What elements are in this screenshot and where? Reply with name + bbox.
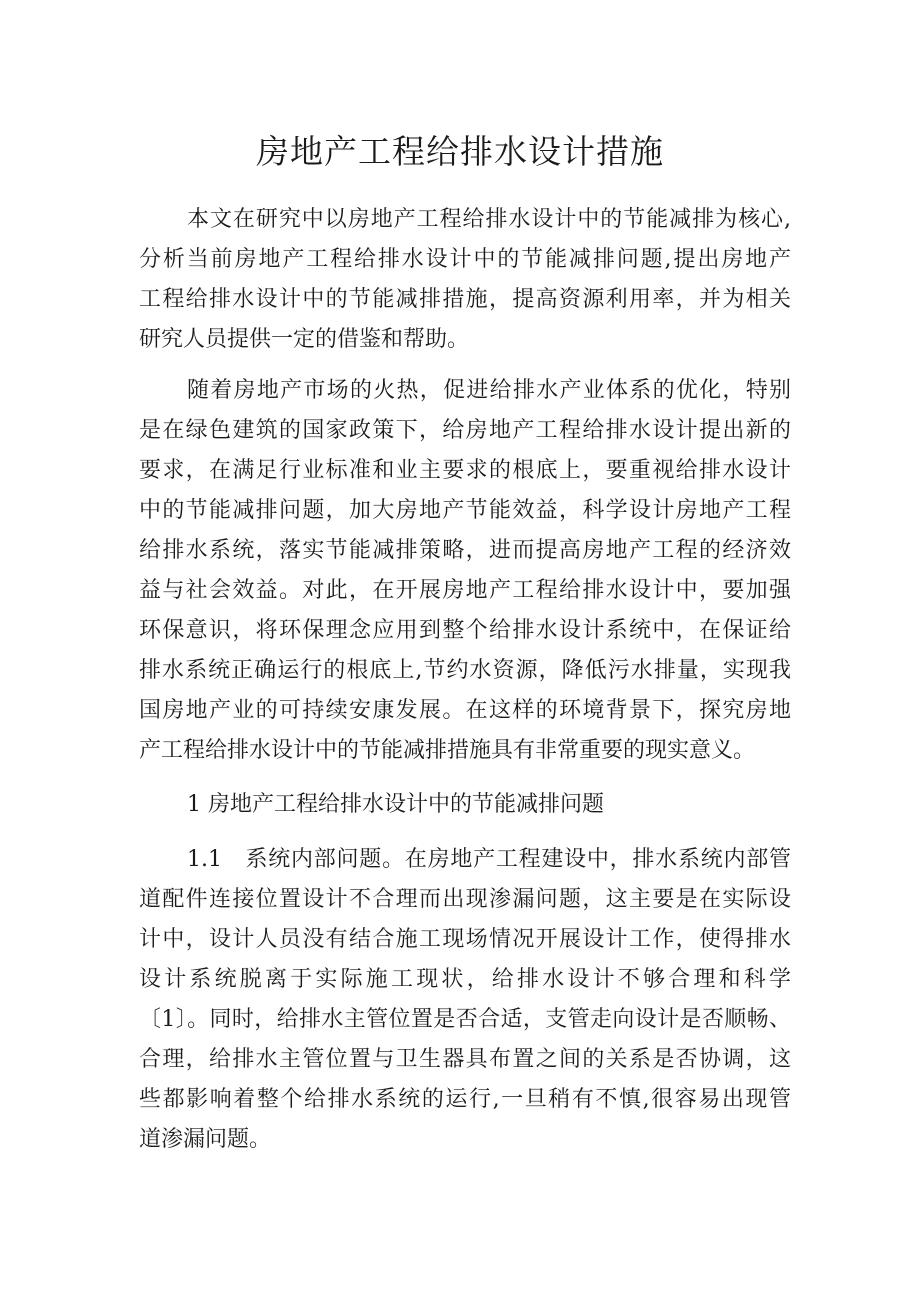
text-line: 是在绿色建筑的国家政策下，给房地产工程给排水设计提出新的 [139, 418, 791, 443]
text-line: 随着房地产市场的火热，促进给排水产业体系的优化，特别 [187, 378, 791, 403]
text-line: 计中，设计人员没有结合施工现场情况开展设计工作，使得排水 [139, 927, 791, 952]
text-line: 工程给排水设计中的节能减排措施，提高资源利用率，并为相关 [139, 287, 791, 312]
text-line: 1.1 系统内部问题。在房地产工程建设中，排水系统内部管 [187, 847, 791, 872]
text-line: 些都影响着整个给排水系统的运行,一旦稍有不慎,很容易出现管 [139, 1087, 791, 1112]
text-line: 益与社会效益。对此，在开展房地产工程给排水设计中，要加强 [139, 578, 791, 603]
text-line: 排水系统正确运行的根底上,节约水资源，降低污水排量，实现我 [139, 658, 791, 683]
text-line: 中的节能减排问题，加大房地产节能效益，科学设计房地产工程 [139, 498, 791, 523]
text-line: 国房地产业的可持续安康发展。在这样的环境背景下，探究房地 [139, 698, 791, 723]
text-line: 〔1〕。同时，给排水主管位置是否合适，支管走向设计是否顺畅、 [139, 1007, 791, 1032]
document-title: 房地产工程给排水设计措施 [256, 132, 664, 171]
text-line: 给排水系统，落实节能减排策略，进而提高房地产工程的经济效 [139, 538, 791, 563]
text-line: 本文在研究中以房地产工程给排水设计中的节能减排为核心, [187, 207, 791, 232]
text-line: 研究人员提供一定的借鉴和帮助。 [139, 327, 470, 352]
heading-line: 1 房地产工程给排水设计中的节能减排问题 [187, 792, 604, 817]
text-line: 分析当前房地产工程给排水设计中的节能减排问题,提出房地产 [139, 247, 791, 272]
text-line: 合理，给排水主管位置与卫生器具布置之间的关系是否协调，这 [139, 1047, 791, 1072]
text-line: 要求，在满足行业标准和业主要求的根底上，要重视给排水设计 [139, 458, 791, 483]
text-line: 道渗漏问题。 [139, 1127, 272, 1152]
text-line: 设计系统脱离于实际施工现状，给排水设计不够合理和科学 [139, 967, 791, 992]
text-line: 环保意识，将环保理念应用到整个给排水设计系统中，在保证给 [139, 618, 791, 643]
text-line: 道配件连接位置设计不合理而出现渗漏问题，这主要是在实际设 [139, 887, 791, 912]
text-line: 产工程给排水设计中的节能减排措施具有非常重要的现实意义。 [139, 738, 756, 763]
